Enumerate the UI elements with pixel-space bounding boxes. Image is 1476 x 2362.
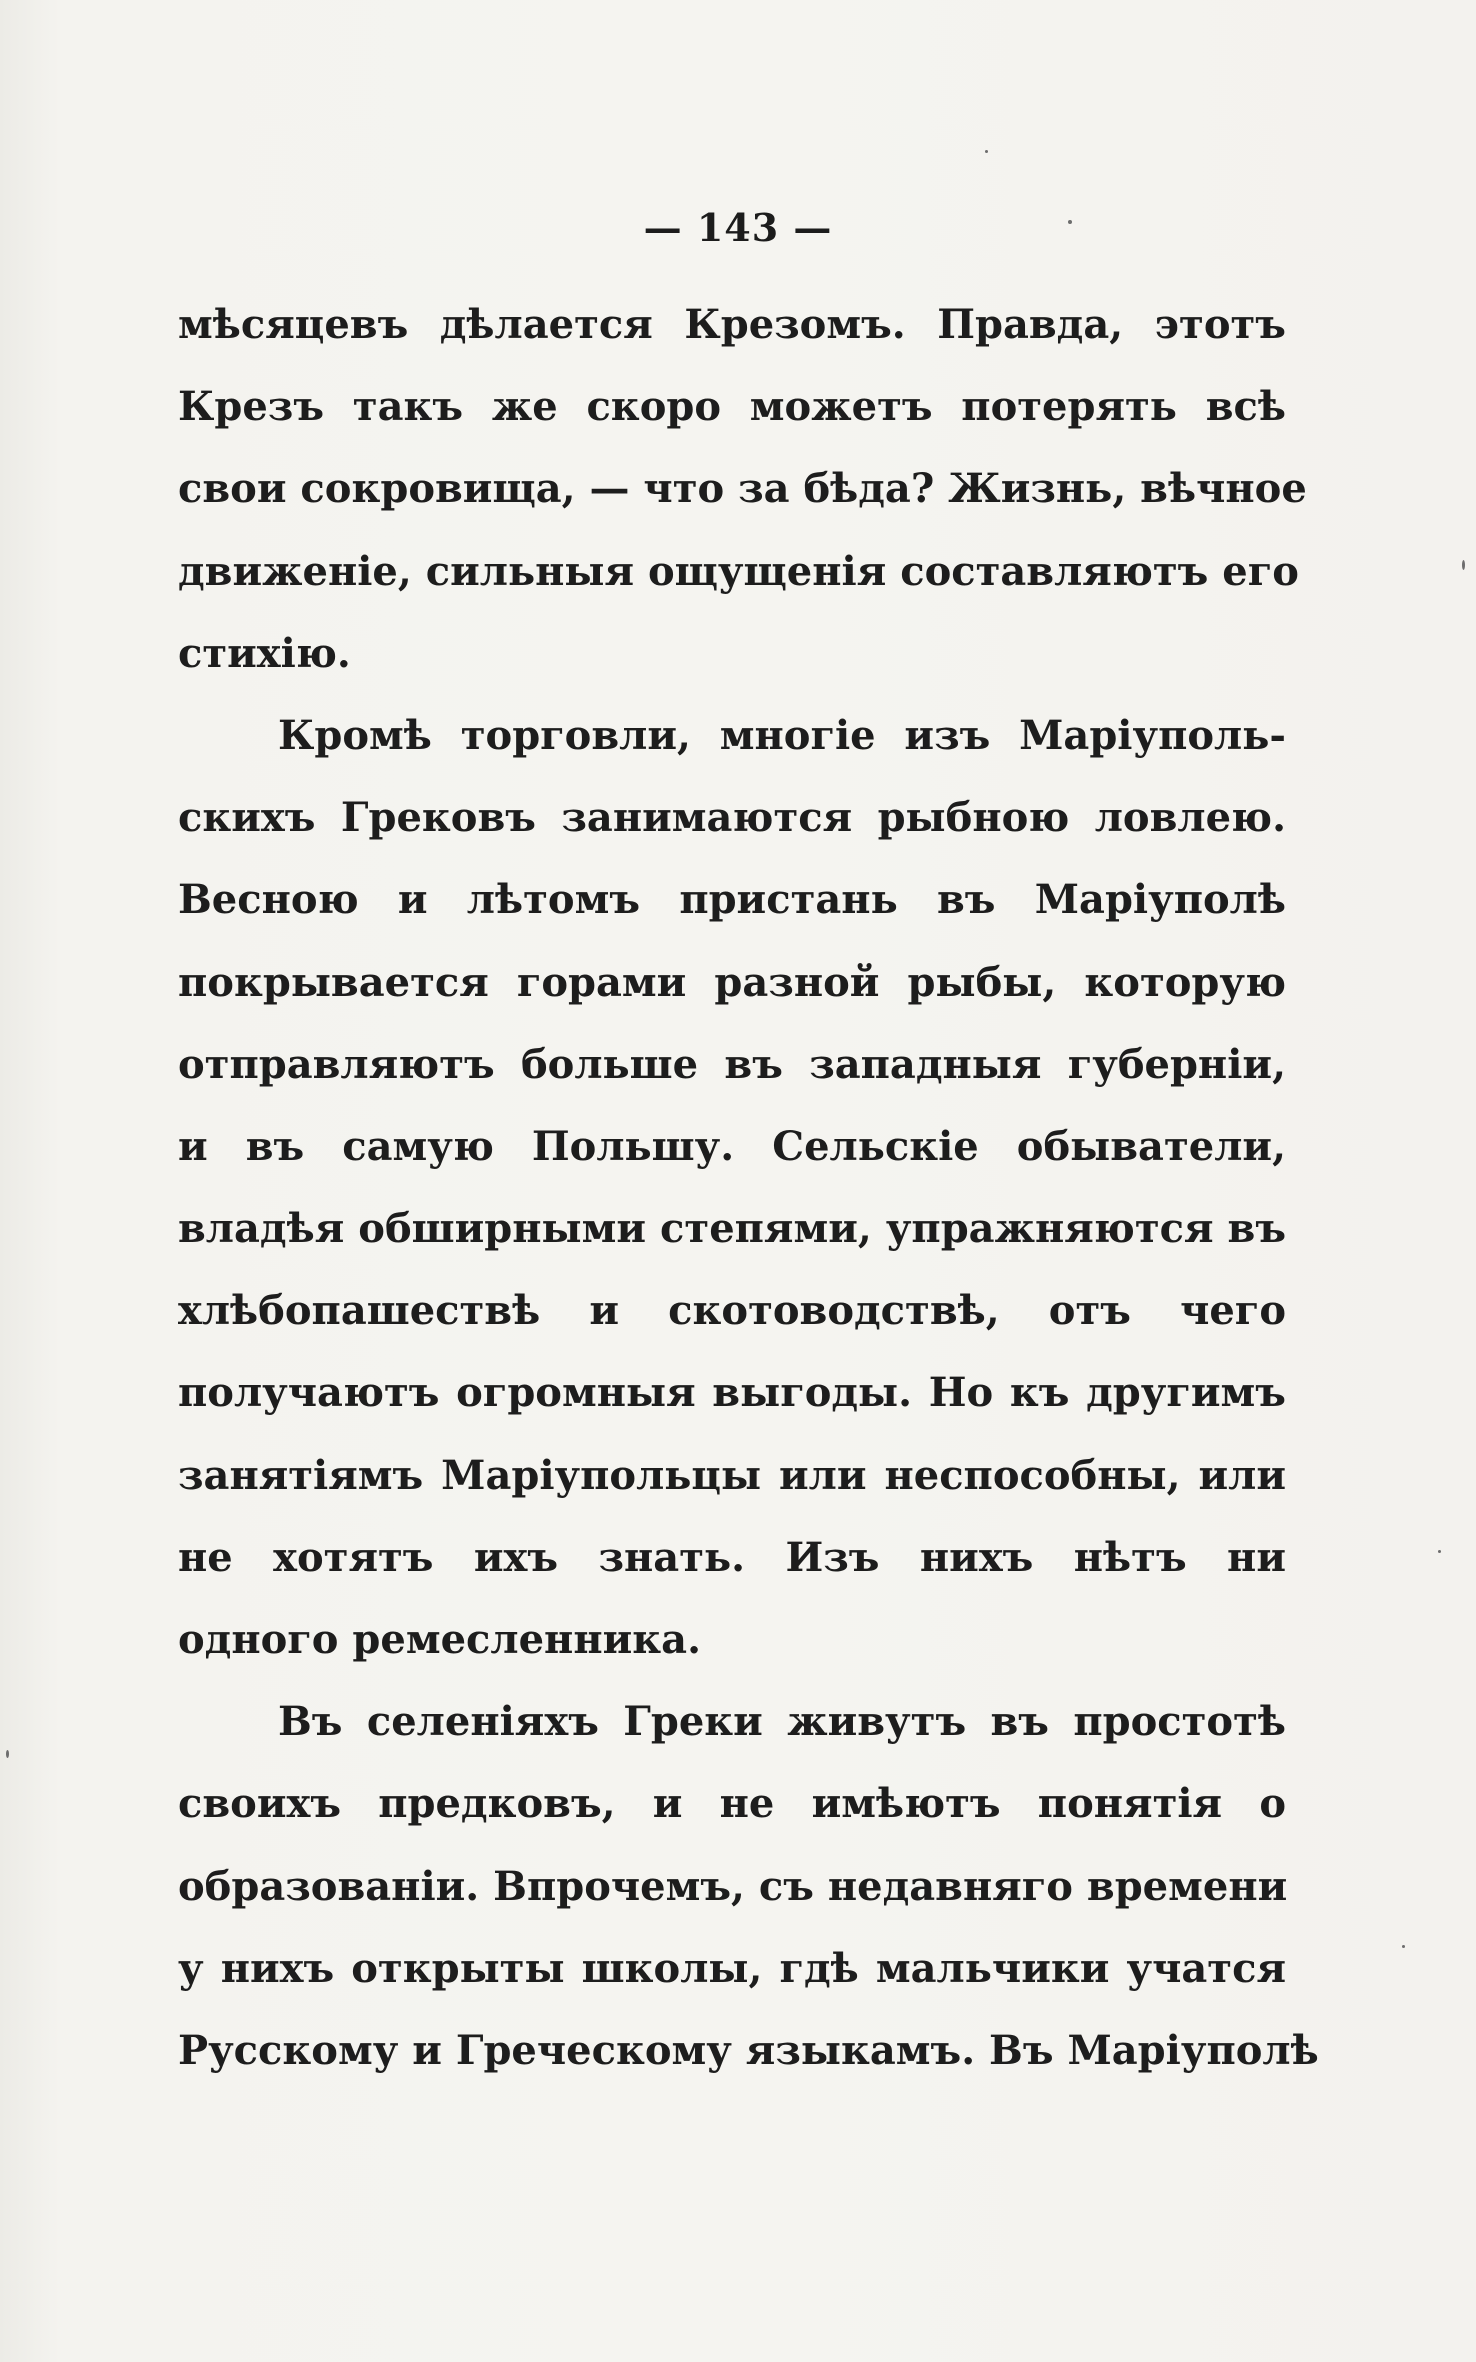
text-line: мѣсяцевъ дѣлается Крезомъ. Правда, этотъ [178,301,1286,348]
text-line: стихiю. [178,629,351,677]
paragraph-start-line: Кромѣ торговли, многiе изъ Марiуполь- [278,711,1286,759]
paragraph-start-line: Въ селенiяхъ Греки живутъ въ простотѣ [278,1698,1286,1746]
text-line: и въ самую Польшу. Сельскiе обыватели, [178,1122,1286,1170]
text-line: скихъ Грековъ занимаются рыбною ловлею. [178,794,1286,842]
text-line: у нихъ открыты школы, гдѣ мальчики учатся [178,1944,1286,1992]
text-line: Русскому и Греческому языкамъ. Въ Марiуполѣ [178,2026,1319,2074]
body-text [178,284,1319,2092]
text-line: своихъ предковъ, и не имѣютъ понятiя о [178,1780,1286,1828]
text-line: хлѣбопашествѣ и скотоводствѣ, отъ чего [178,1287,1286,1335]
text-line: занятiямъ Марiупольцы или неспособны, или [178,1451,1286,1499]
print-speck [1402,1945,1405,1948]
text-line: покрывается горами разной рыбы, которую [178,958,1286,1006]
text-line: получаютъ огромныя выгоды. Но къ другимъ [178,1369,1286,1417]
text-line: отправляютъ больше въ западныя губернiи, [178,1040,1286,1088]
text-line: Крезъ такъ же скоро можетъ потерять всѣ [178,383,1286,431]
text-line: Весною и лѣтомъ пристань въ Марiуполѣ [178,876,1286,924]
text-line: не хотятъ ихъ знать. Изъ нихъ нѣтъ ни [178,1533,1286,1581]
text-line: владѣя обширными степями, упражняются въ [178,1205,1286,1253]
print-speck [1462,560,1465,570]
text-line: одного ремесленника. [178,1616,701,1663]
text-line: движенiе, сильныя ощущенiя составляютъ его [178,547,1299,595]
print-speck [985,150,988,153]
text-line: образованiи. Впрочемъ, съ недавняго времени [178,1862,1288,1910]
print-speck [1438,1550,1441,1553]
print-speck [6,1750,9,1758]
text-line: свои сокровища, — что за бѣда? Жизнь, вѣчное [178,465,1307,513]
print-speck [1068,220,1072,224]
page-number: — 143 — [643,205,833,250]
